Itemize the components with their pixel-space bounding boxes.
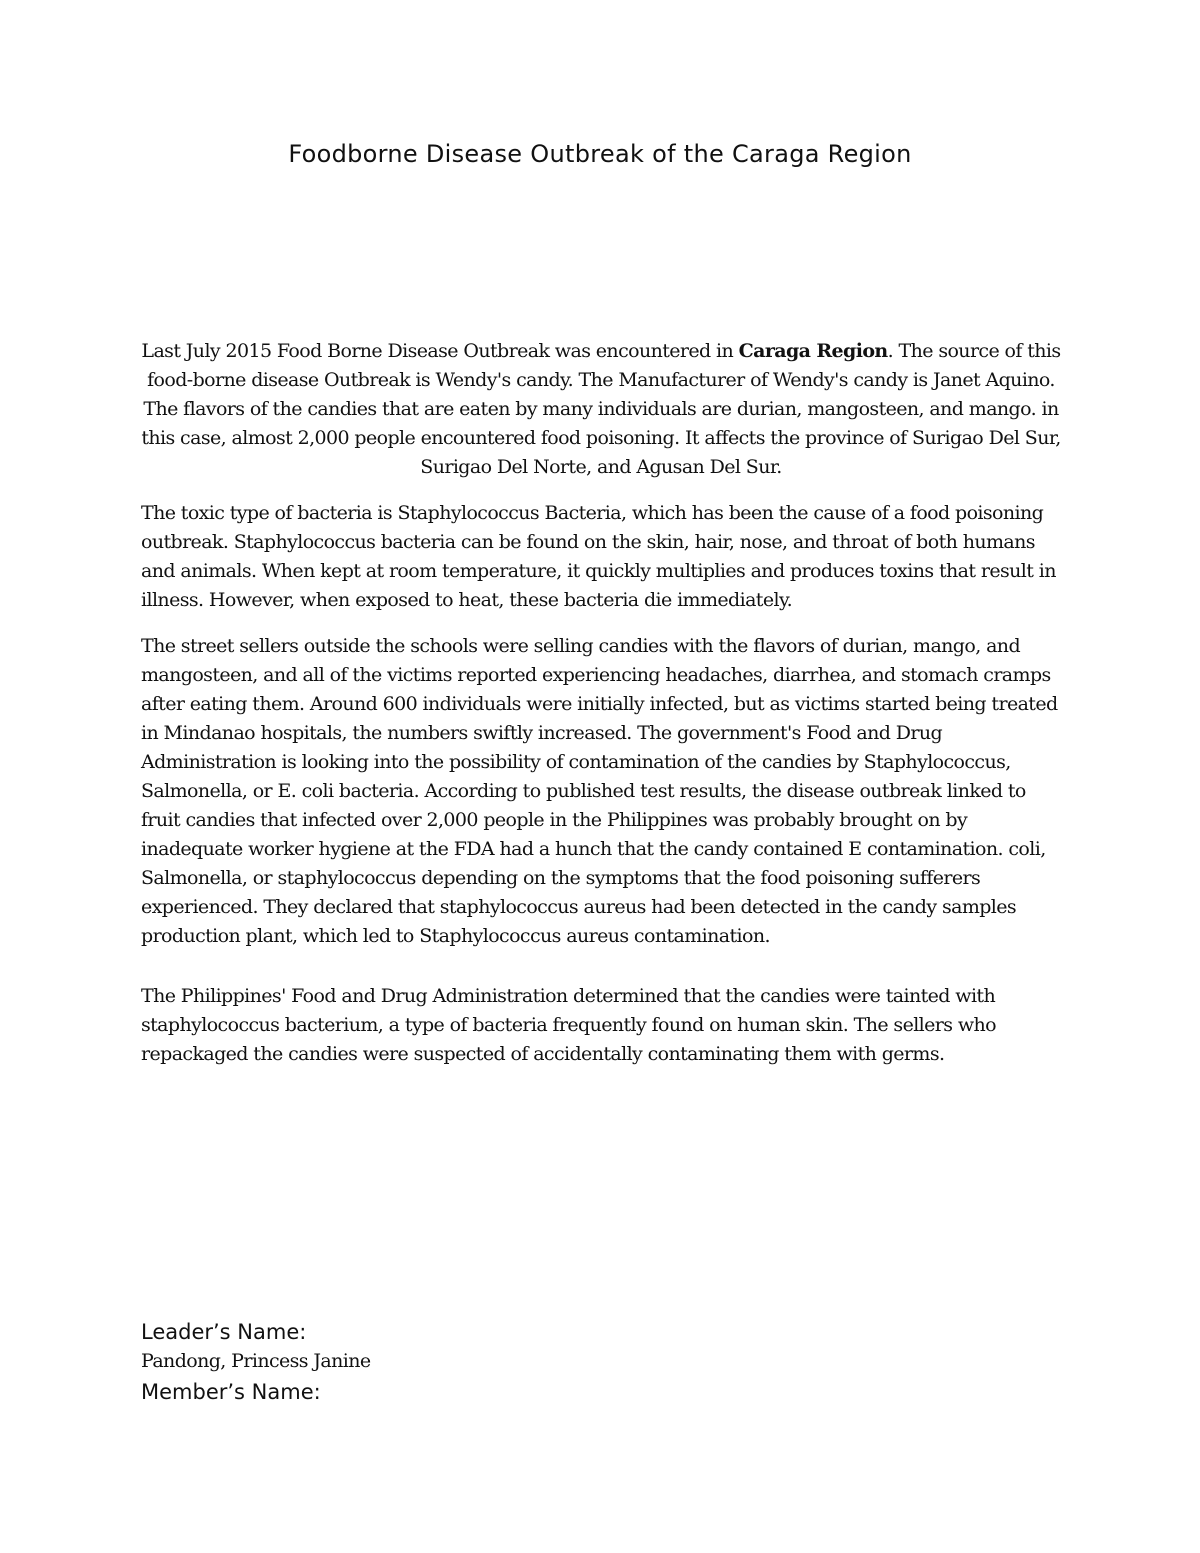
intro-bold-region: Caraga Region: [738, 340, 888, 362]
intro-paragraph: [131, 337, 1071, 482]
paragraph-bacteria: The toxic type of bacteria is Staphylococcus Bacteria, which has been the cause of a food poisoning outbreak. Staphylococcus bacteria can be found on the skin, hair, nose, and throat of both humans and animals. When kept at room temperature, it quickly multiplies and produces toxins that result in illness. However, when exposed to heat, these bacteria die immediately.: [141, 502, 1056, 611]
paragraph-fda-findings: The Philippines' Food and Drug Administration determined that the candies were tainted with staphylococcus bacterium, a type of bacteria frequently found on human skin. The sellers who repackaged the candies were suspected of accidentally contaminating them with germs.: [141, 985, 997, 1065]
leader-name-value: Pandong, Princess Janine: [141, 1350, 371, 1372]
leader-name-label: Leader’s Name:: [141, 1320, 307, 1344]
member-name-label: Member’s Name:: [141, 1380, 321, 1404]
document-title: Foodborne Disease Outbreak of the Caraga Region: [288, 140, 912, 168]
intro-text-end: . The source of this food-borne disease Outbreak is Wendy's candy. The Manufacturer of Wendy's candy is Janet Aquino. The flavors of the candies that are eaten by many individuals are durian, mangosteen, and mango. in this case, almost 2,000 people encountered food poisoning. It affects the province of Surigao Del Sur, Surigao Del Norte, and Agusan Del Sur.: [141, 340, 1061, 478]
paragraph-street-sellers: The street sellers outside the schools were selling candies with the flavors of durian, mango, and mangosteen, and all of the victims reported experiencing headaches, diarrhea, and stomach cramps after eating them. Around 600 individuals were initially infected, but as victims started being treated in Mindanao hospitals, the numbers swiftly increased. The government's Food and Drug Administration is looking into the possibility of contamination of the candies by Staphylococcus, Salmonella, or E. coli bacteria. According to published test results, the disease outbreak linked to fruit candies that infected over 2,000 people in the Philippines was probably brought on by inadequate worker hygiene at the FDA had a hunch that the candy contained E contamination. coli, Salmonella, or staphylococcus depending on the symptoms that the food poisoning sufferers experienced. They declared that staphylococcus aureus had been detected in the candy samples production plant, which led to Staphylococcus aureus contamination.: [141, 635, 1058, 947]
intro-text-start: Last July 2015 Food Borne Disease Outbreak was encountered in: [141, 340, 739, 362]
